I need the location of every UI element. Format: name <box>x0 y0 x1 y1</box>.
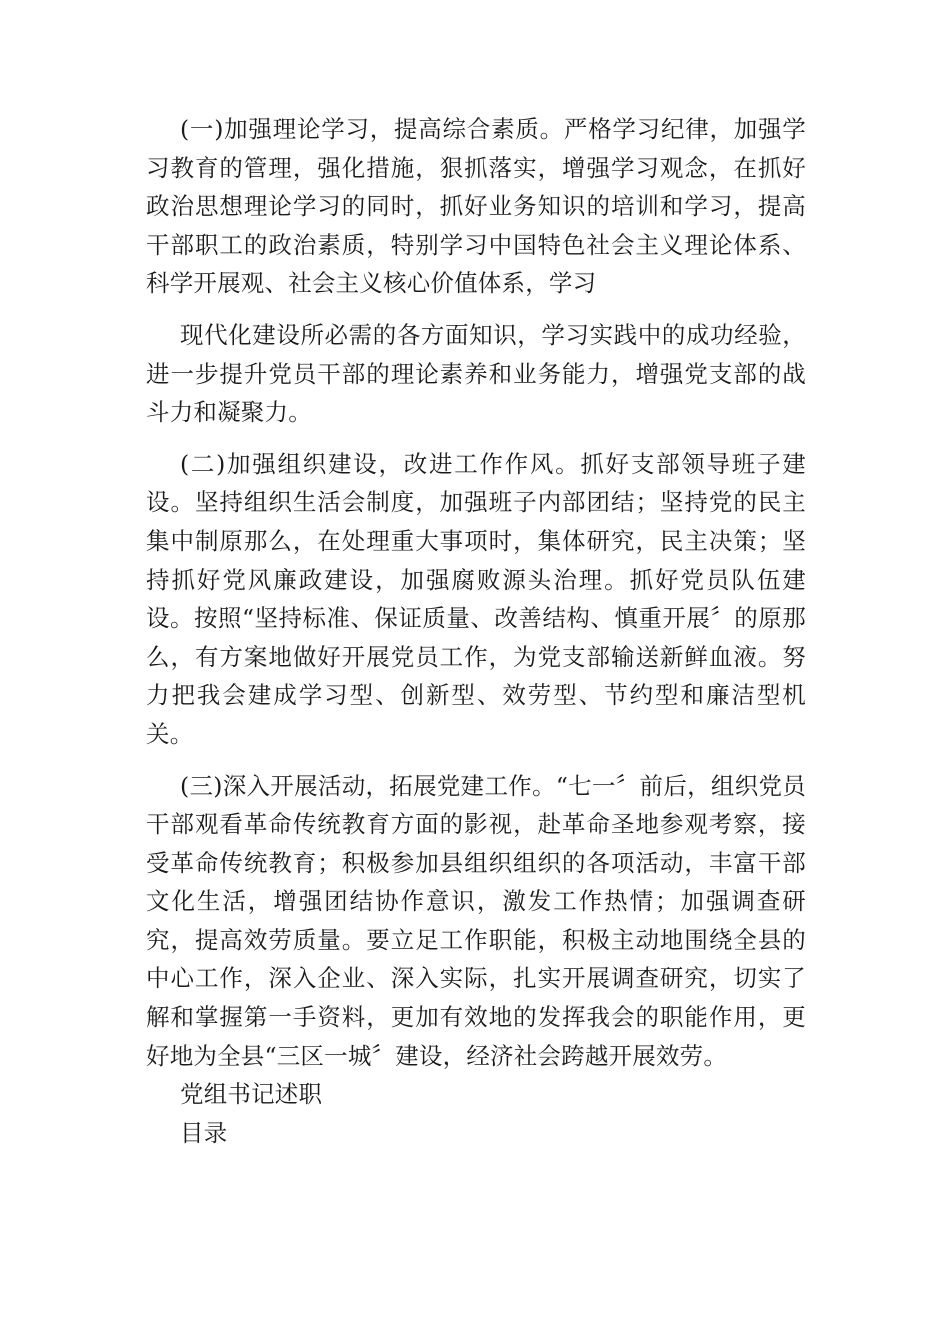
document-body <box>146 110 806 1152</box>
paragraph-organization-building: (二)加强组织建设，改进工作作风。抓好支部领导班子建设。坚持组织生活会制度，加强班子内部团结；坚持党的民主集中制原那么，在处理重大事项时，集体研究，民主决策；坚持抓好党风廉政建设，加强腐败源头治理。抓好党员队伍建设。按照“坚持标准、保证质量、改善结构、慎重开展〞的原那么，有方案地做好开展党员工作，为党支部输送新鲜血液。努力把我会建成学习型、创新型、效劳型、节约型和廉洁型机关。 <box>146 449 806 748</box>
paragraph-theory-study: (一)加强理论学习，提高综合素质。严格学习纪律，加强学习教育的管理，强化措施，狠抓落实，增强学习观念，在抓好政治思想理论学习的同时，抓好业务知识的培训和学习，提高干部职工的政治素质，特别学习中国特色社会主义理论体系、科学开展观、社会主义核心价值体系，学习 <box>146 115 806 298</box>
toc-label: 目录 <box>180 1118 228 1147</box>
paragraph-activities: (三)深入开展活动，拓展党建工作。“七一〞前后，组织党员干部观看革命传统教育方面的影视，赴革命圣地参观考察，接受革命传统教育；积极参加县组织组织的各项活动，丰富干部文化生活，增强团结协作意识，激发工作热情；加强调查研究，提高效劳质量。要立足工作职能，积极主动地围绕全县的中心工作，深入企业、深入实际，扎实开展调查研究，切实了解和掌握第一手资料，更加有效地的发挥我会的职能作用，更好地为全县“三区一城〞建设，经济社会跨越开展效劳。 <box>146 771 806 1070</box>
section-heading: 党组书记述职 <box>180 1080 323 1109</box>
paragraph-modernization-knowledge: 现代化建设所必需的各方面知识，学习实践中的成功经验，进一步提升党员干部的理论素养和业务能力，增强党支部的战斗力和凝聚力。 <box>146 320 806 427</box>
